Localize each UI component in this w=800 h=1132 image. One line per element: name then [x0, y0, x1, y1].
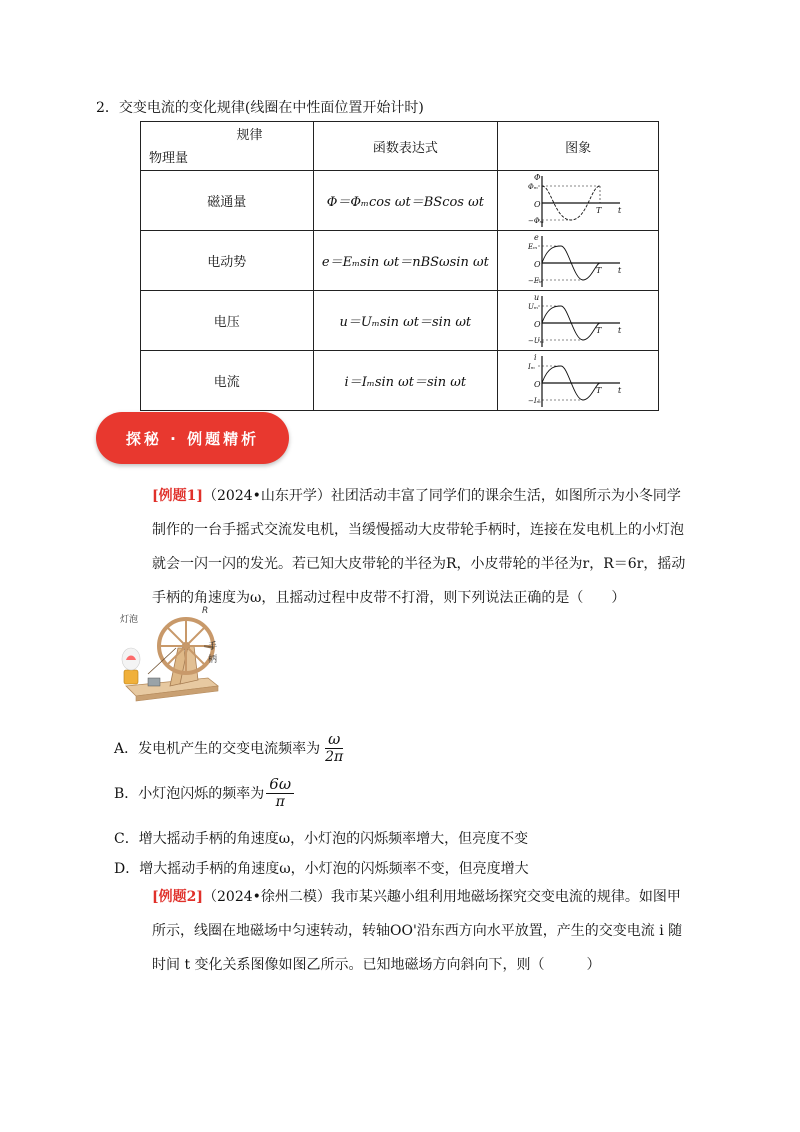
section-badge-label: 探秘 · 例题精析	[125, 429, 260, 448]
quantity-cell: 磁通量	[141, 171, 314, 231]
example1-text-block	[114, 479, 688, 615]
y-axis-label: u	[534, 292, 540, 302]
origin-label: O	[534, 319, 541, 329]
table-row	[141, 231, 659, 291]
y-axis-label: Φ	[534, 172, 541, 182]
amplitude-label: Uₘ	[528, 302, 539, 311]
section-heading: 2．交变电流的变化规律(线圈在中性面位置开始计时)	[96, 100, 424, 116]
fraction-numerator: ω	[325, 731, 343, 749]
option-d-text: D．增大摇动手柄的角速度ω，小灯泡的闪烁频率不变，但亮度增大	[114, 861, 529, 877]
time-label: t	[618, 265, 622, 275]
amplitude-label: Φₘ	[528, 182, 539, 191]
expression-cell: e＝Eₘsin ωt＝nBSωsin ωt	[313, 231, 498, 291]
option-a-fraction	[322, 731, 346, 765]
time-label: t	[618, 325, 622, 335]
diagonal-header-cell	[141, 122, 314, 171]
graph-cell	[498, 171, 659, 231]
example1-question	[114, 479, 688, 615]
quantity-cell: 电压	[141, 291, 314, 351]
table-row	[141, 171, 659, 231]
radius-label: R	[202, 606, 209, 616]
table-row	[141, 351, 659, 411]
period-label: T	[596, 265, 602, 275]
amplitude-label: Iₘ	[528, 362, 536, 371]
option-c-text: C．增大摇动手柄的角速度ω，小灯泡的闪烁频率增大，但亮度不变	[114, 831, 529, 847]
quantity-cell: 电流	[141, 351, 314, 411]
option-b-text: B．小灯泡闪烁的频率为	[114, 786, 265, 803]
y-axis-label: i	[534, 352, 537, 362]
bulb-label: 灯泡	[120, 615, 139, 625]
header-graph: 图象	[498, 122, 659, 171]
origin-label: O	[534, 259, 541, 269]
time-label: t	[618, 385, 622, 395]
origin-label: O	[534, 199, 541, 209]
handle-label: 手柄	[208, 642, 218, 665]
header-rule-label: 规律	[236, 128, 263, 143]
example2-text: （2024•徐州二模）我市某兴趣小组利用地磁场探究交变电流的规律。如图甲所示，线圈在地磁场中匀速转动，转轴OO'沿东西方向水平放置，产生的交变电流 i 随时间 t 变化关系图像如图乙所示。已知地磁场方向斜向下，则（ ）	[152, 889, 683, 973]
period-label: T	[596, 325, 602, 335]
option-a-text: A．发电机产生的交变电流频率为	[114, 741, 321, 758]
fraction-denominator: 2π	[325, 749, 344, 766]
fraction-denominator: π	[275, 794, 285, 811]
section-badge	[96, 412, 289, 464]
expression-cell: Φ＝Φₘcos ωt＝BScos ωt	[313, 171, 498, 231]
amplitude-label: Eₘ	[528, 242, 538, 251]
sine-graph	[528, 353, 628, 409]
option-b-fraction	[266, 776, 294, 810]
sine-graph	[528, 293, 628, 349]
table-row	[141, 291, 659, 351]
graph-cell	[498, 291, 659, 351]
table-header-row	[141, 122, 659, 171]
option-d[interactable]	[114, 858, 529, 878]
fraction-numerator: 6ω	[266, 776, 294, 794]
origin-label: O	[534, 379, 541, 389]
neg-amplitude-label: −Φₘ	[528, 216, 544, 225]
generator-figure	[118, 608, 222, 704]
example2-tag: [例题2]	[152, 889, 203, 905]
period-label: T	[596, 205, 602, 215]
period-label: T	[596, 385, 602, 395]
graph-cell	[498, 231, 659, 291]
header-quantity-label: 物理量	[149, 151, 189, 166]
example1-text: （2024•山东开学）社团活动丰富了同学们的课余生活，如图所示为小冬同学制作的一台手摇式交流发电机，当缓慢摇动大皮带轮手柄时，连接在发电机上的小灯泡就会一闪一闪的发光。若已知大皮带轮的半径为R，小皮带轮的半径为r，R＝6r，摇动手柄的角速度为ω，且摇动过程中皮带不打滑，则下列说法正确的是（ ）	[152, 488, 686, 606]
option-a[interactable]	[114, 731, 346, 765]
quantity-cell: 电动势	[141, 231, 314, 291]
sine-graph	[528, 233, 628, 289]
graph-cell	[498, 351, 659, 411]
option-b[interactable]	[114, 776, 294, 810]
cosine-graph	[528, 173, 628, 229]
example2-text-block	[114, 880, 688, 982]
example1-tag: [例题1]	[152, 488, 203, 504]
law-table	[140, 121, 659, 411]
expression-cell: u＝Uₘsin ωt＝sin ωt	[313, 291, 498, 351]
neg-amplitude-label: −Eₘ	[528, 276, 544, 285]
expression-cell: i＝Iₘsin ωt＝sin ωt	[313, 351, 498, 411]
neg-amplitude-label: −Iₘ	[528, 396, 542, 405]
y-axis-label: e	[534, 232, 539, 242]
time-label: t	[618, 205, 622, 215]
neg-amplitude-label: −Uₘ	[528, 336, 545, 345]
example2-question	[114, 880, 688, 982]
header-expression: 函数表达式	[313, 122, 498, 171]
option-c[interactable]	[114, 828, 528, 848]
